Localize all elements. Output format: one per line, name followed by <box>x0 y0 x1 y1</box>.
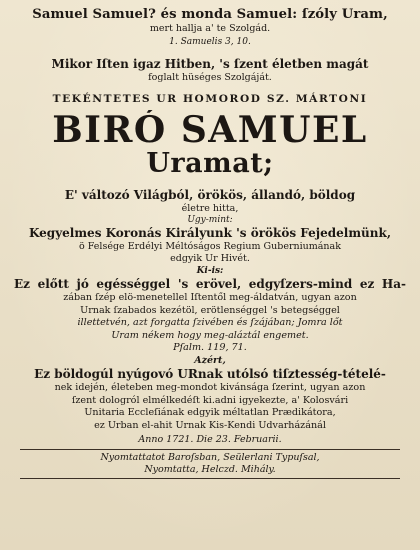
body-line-p3e: Uram nékem hogy meg-aláztál engemet. <box>111 329 309 341</box>
azert-label: Azért, <box>194 354 226 366</box>
body-line-p2b: ö Felsége Erdélyi Méltóságos Regium Guberniumának <box>79 241 341 252</box>
imprint-block <box>20 452 400 479</box>
body-line-p2c: edgyik Ur Hivét. <box>170 253 250 264</box>
psalm-reference: Pſalm. 119, 71. <box>173 342 247 354</box>
body-line-p1a: E' változó Világból, örökös, állandó, böldog <box>64 188 356 202</box>
imprint-divider <box>20 449 400 450</box>
kit-is-label: Ki-is: <box>196 266 224 276</box>
date-line: Anno 1721. Die 23. Februarii. <box>138 434 282 446</box>
body-line-p3a: Ez előtt jó egésséggel 's erövel, edgyſzers-mind ez Ha- <box>14 277 406 291</box>
body-line-p3c: Urnak ſzabados kezétöl, erötlenséggel 's betegséggel <box>80 304 340 316</box>
body-line-p3d: illettetvén, azt forgatta ſzivében és ſzájában; Jomra lőt <box>77 317 343 329</box>
body-line-p4c: ſzent dologról elmélkedéſt ki.adni igyekezte, a' Kolosvári <box>71 394 349 406</box>
ugy-mint-label: Ugy-mint: <box>187 215 233 225</box>
body-line-p4a: Ez böldogúl nyúgovó URnak utólsó tiſztesség-tételé- <box>34 366 386 381</box>
person-name: BIRÓ SAMUEL <box>52 110 368 150</box>
imprint-line-1: Nyomtattatot Baroſsban, Seülerlani Typuſsal, <box>100 452 320 464</box>
epigraph-line-1: Samuel Samuel? és monda Samuel: ſzóly Uram, <box>32 7 388 22</box>
scripture-reference: 1. Samuelis 3, 10. <box>169 37 251 47</box>
subtitle-line-1: Mikor Iſten igaz Hitben, 's ſzent életben magát <box>51 57 369 71</box>
body-line-p3b: zában ſzép elö-menetellel Iſtentől meg-áldatván, ugyan azon <box>63 292 357 303</box>
body-line-p1b: életre hitta, <box>181 203 239 214</box>
body-line-p4d: Unitaria Eccleſiának edgyik méltatlan Prædikátora, <box>84 407 336 419</box>
epigraph-line-2: mert hallja a' te Szolgád. <box>149 23 271 34</box>
body-line-p4b: nek idején, életeben meg-mondot kivánsága ſzerint, ugyan azon <box>54 381 366 393</box>
body-line-p4e: ez Urban el-ahit Urnak Kis-Kendi Udvarházánál <box>94 419 326 431</box>
body-line-p2a: Kegyelmes Koronás Királyunk 's örökös Fejedelmünk, <box>29 226 391 240</box>
imprint-line-2: Nyomtatta, Helczd. Mihály. <box>144 464 276 476</box>
honorific-line: TEKÉNTETES UR HOMOROD SZ. MÁRTONI <box>52 93 368 105</box>
person-name-suffix: Uramat; <box>146 149 274 179</box>
subtitle-line-2: foglalt hüséges Szolgáját. <box>148 72 272 83</box>
